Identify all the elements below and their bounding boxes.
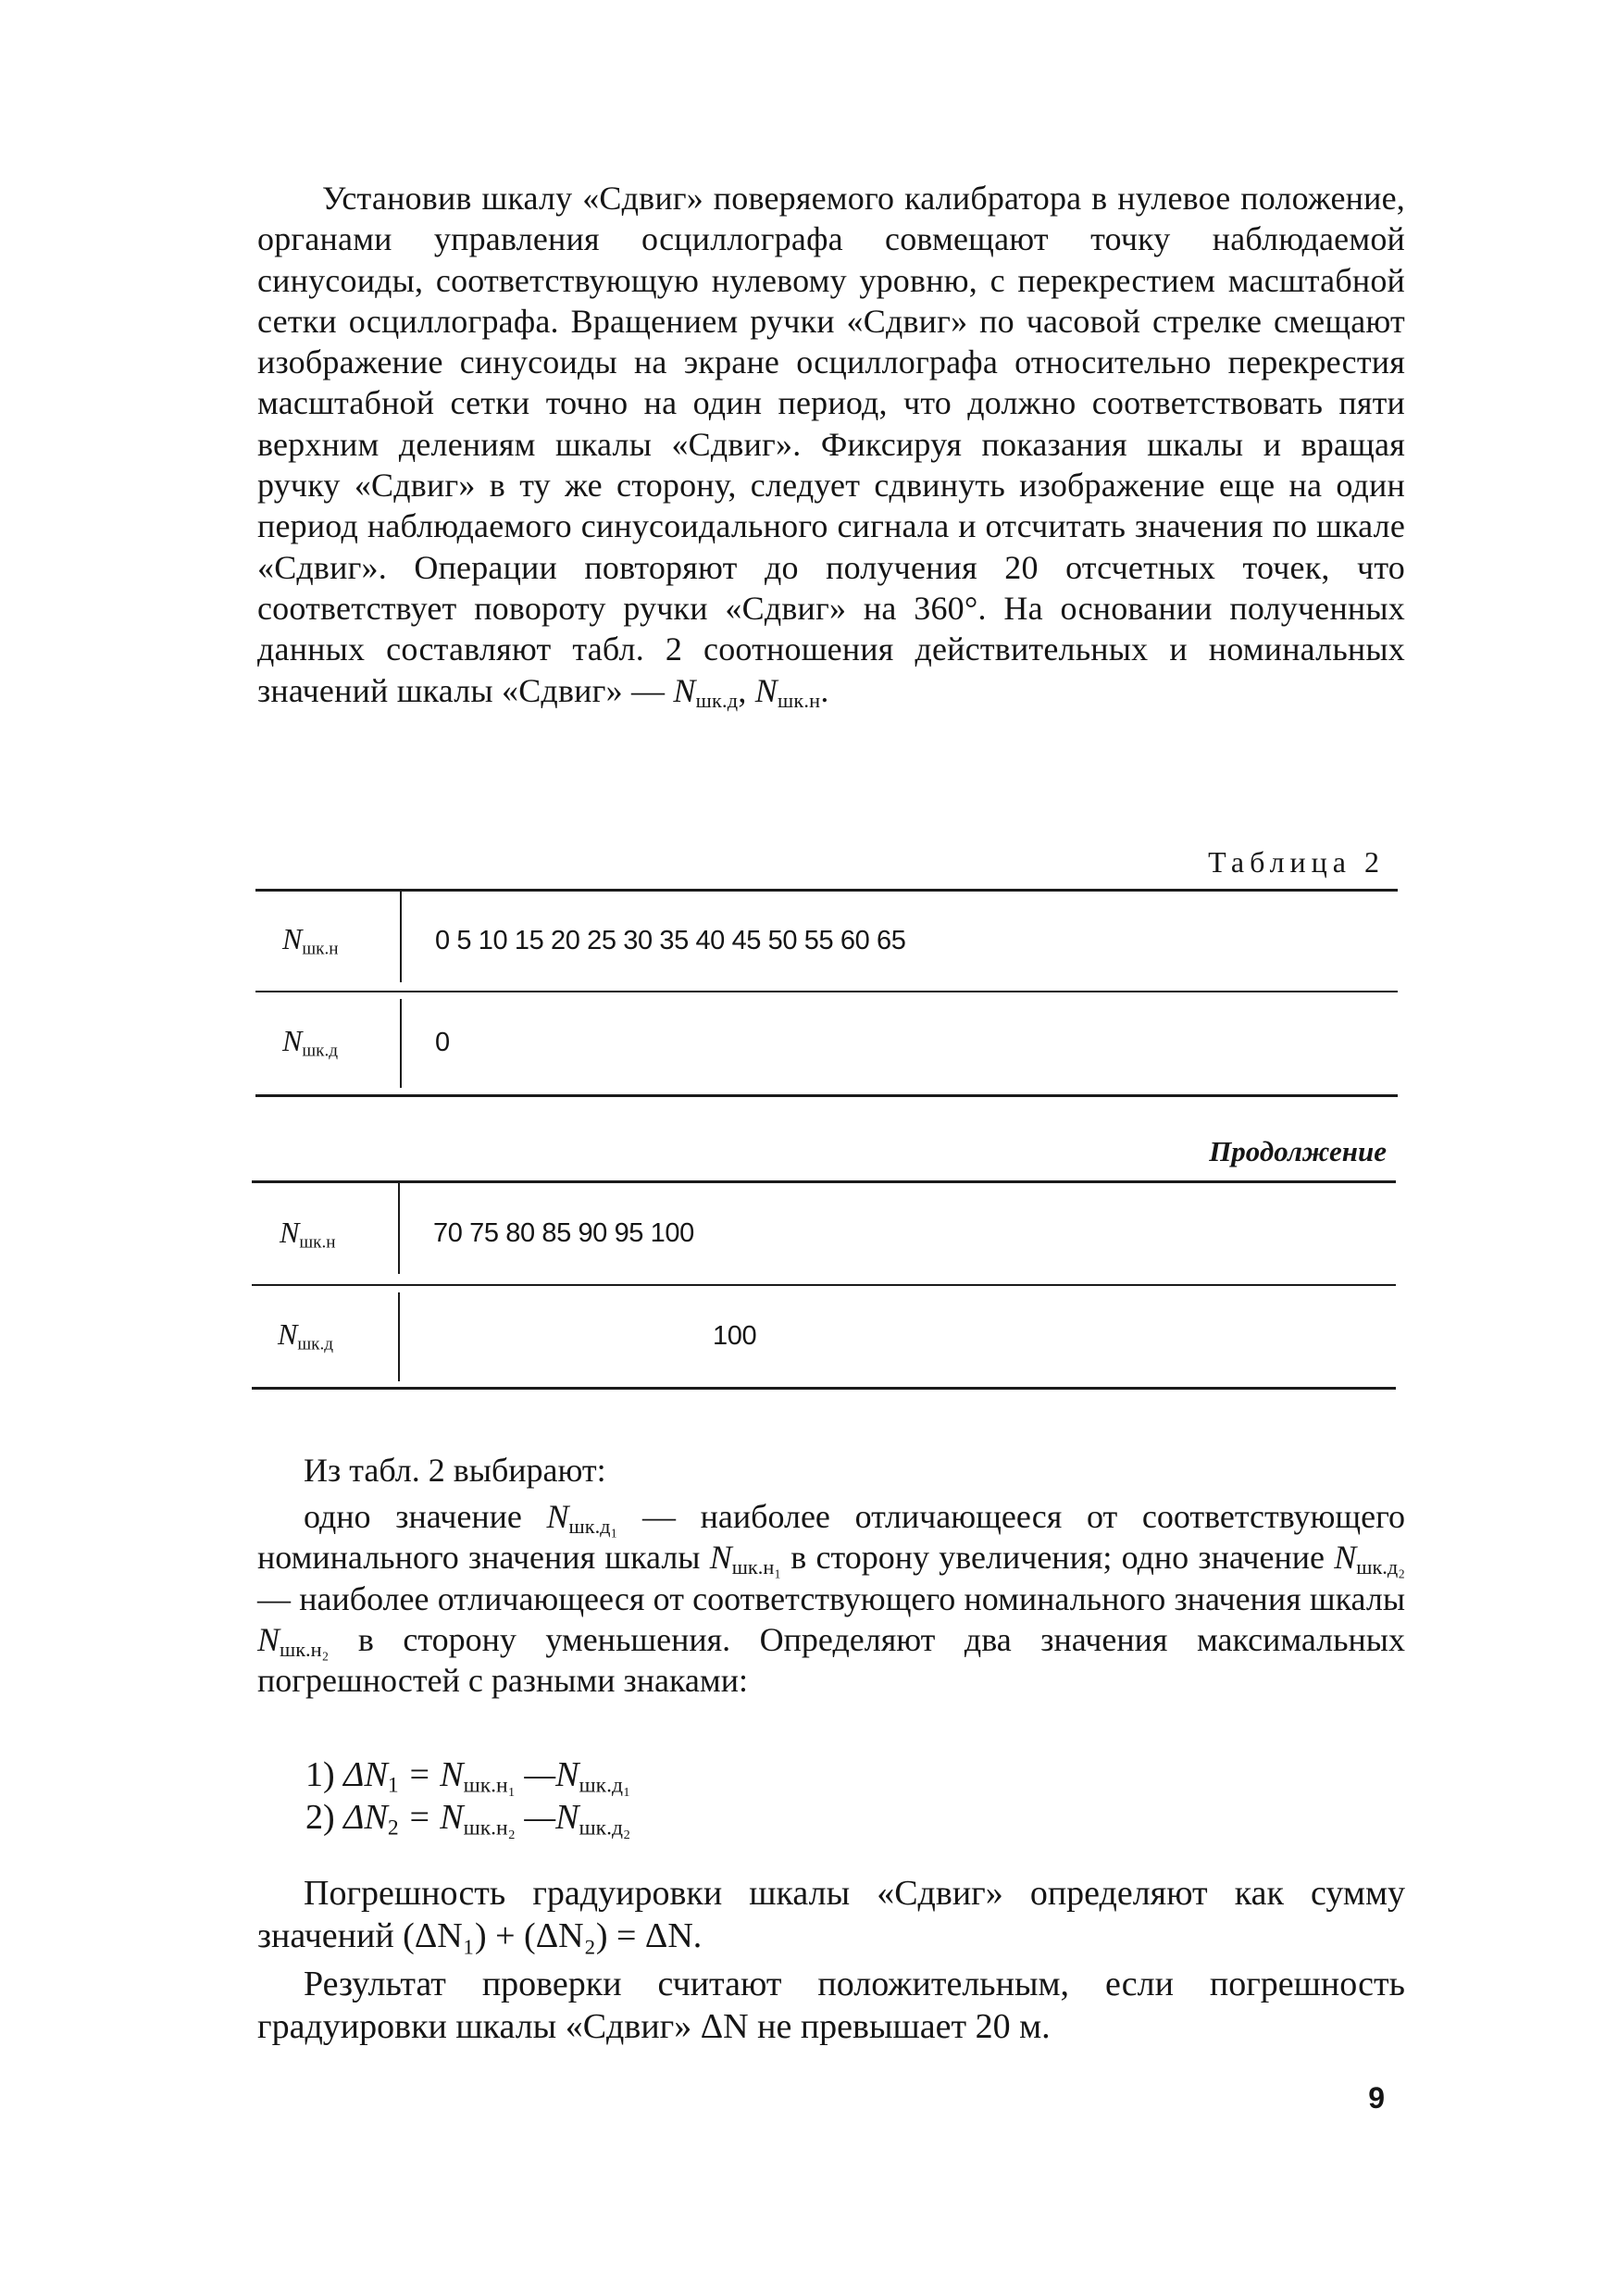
- minus-n: —N: [515, 1755, 579, 1794]
- delta-n: ΔN: [343, 1755, 388, 1794]
- symbol-n-n: N: [754, 671, 778, 709]
- table1-row1-values: 0 5 10 15 20 25 30 35 40 45 50 55 60 65: [435, 926, 906, 955]
- continuation-title: Продолжение: [1209, 1135, 1387, 1167]
- subscript-shk-d: шк.д: [695, 688, 739, 712]
- intro-paragraph: [257, 178, 1405, 711]
- symbol-n: N: [709, 1539, 732, 1577]
- label-n: N: [278, 1317, 298, 1351]
- table2-row2-label: [278, 1317, 333, 1352]
- separator: ,: [738, 671, 755, 709]
- page-number: 9: [1368, 2081, 1385, 2115]
- subscript: шк.д₂: [1356, 1555, 1405, 1579]
- subscript-shk-n: шк.н: [777, 688, 821, 712]
- table2-vertical-rule-top: [398, 1183, 400, 1274]
- equals-n: = N: [398, 1798, 464, 1837]
- intro-text: Установив шкалу «Сдвиг» поверяемого калибратора в нулевое положение, органами управления осциллографа совмещают точку наблюдаемой синусоиды, соответствующую нулевому уровню, с перекрестием масштабной сетки осциллографа. Вращением ручки «Сдвиг» по часовой стрелке смещают изображение синусоиды на экране осциллографа относительно перекрестия масштабной сетки точно на один период, что должно соответствовать пяти верхним делениям шкалы «Сдвиг». Фиксируя показания шкалы и вращая ручку «Сдвиг» в ту же сторону, следует сдвинуть изображение еще на один период наблюдаемого синусоидального сигнала и отсчитать значения по шкале «Сдвиг». Операции повторяют до получения 20 отсчетных точек, что соответствует повороту ручки «Сдвиг» на 360°. На основании полученных данных составляют табл. 2 соотношения действительных и номинальных значений шкалы «Сдвиг» —: [257, 180, 1405, 709]
- label-sub: шк.д: [302, 1041, 338, 1061]
- label-sub: шк.д: [297, 1334, 333, 1354]
- table1-top-rule: [255, 889, 1398, 892]
- symbol-n-d: N: [673, 671, 696, 709]
- symbol-n: N: [257, 1620, 280, 1658]
- table2-bottom-rule: [252, 1387, 1396, 1390]
- symbol-n: N: [546, 1498, 569, 1535]
- table2-top-rule: [252, 1180, 1396, 1183]
- subscript: 2: [387, 1816, 399, 1841]
- table1-vertical-rule-top: [400, 892, 402, 982]
- table2-mid-rule: [252, 1284, 1396, 1286]
- text-part: — наиболее отличающееся от соответствующего номинального значения шкалы: [257, 1579, 1405, 1617]
- table-title: Таблица 2: [1208, 845, 1385, 879]
- table2-vertical-rule-bottom: [398, 1292, 400, 1381]
- table1-row2-label: [282, 1024, 338, 1061]
- choose-line: Из табл. 2 выбирают:: [304, 1452, 606, 1489]
- subscript: шк.н₁: [463, 1773, 516, 1798]
- delta-n: ΔN: [343, 1798, 388, 1837]
- subscript: шк.н₂: [280, 1638, 330, 1662]
- text-part: одно значение: [304, 1498, 547, 1535]
- label-n: N: [282, 1024, 303, 1057]
- subscript: шк.н₂: [463, 1816, 516, 1841]
- table2-row2-values: 100: [713, 1321, 757, 1351]
- table1-row1-label: [282, 922, 339, 959]
- formula-number: 1): [305, 1755, 335, 1794]
- minus-n: —N: [515, 1798, 579, 1837]
- label-n: N: [280, 1216, 300, 1249]
- subscript: шк.д₂: [579, 1816, 631, 1841]
- table1-bottom-rule: [255, 1094, 1398, 1097]
- table1-vertical-rule-bottom: [400, 999, 402, 1088]
- intro-end: .: [820, 671, 829, 709]
- symbol-n: N: [1334, 1539, 1357, 1577]
- label-sub: шк.н: [302, 939, 339, 959]
- subscript: шк.д₁: [568, 1515, 618, 1539]
- label-sub: шк.н: [299, 1232, 336, 1253]
- error-sum-paragraph: Погрешность градуировки шкалы «Сдвиг» определяют как сумму значений (ΔN₁) + (ΔN₂) = ΔN.: [257, 1874, 1405, 1955]
- table1-mid-rule: [255, 991, 1398, 992]
- text-part: — наиболее отличающееся от соответствующего номинального значения шкалы: [257, 1498, 1406, 1577]
- formula-1: [305, 1754, 631, 1798]
- selection-paragraph: [257, 1496, 1405, 1701]
- subscript: шк.н₁: [731, 1555, 782, 1579]
- label-n: N: [282, 922, 303, 955]
- text-part: в сторону увеличения; одно значение: [781, 1539, 1335, 1577]
- table2-row1-label: [280, 1216, 336, 1253]
- equals-n: = N: [398, 1755, 464, 1794]
- formula-number: 2): [305, 1798, 335, 1837]
- text-part: в сторону уменьшения. Определяют два значения максимальных погрешностей с разными знаками:: [257, 1620, 1405, 1700]
- result-paragraph: Результат проверки считают положительным, если погрешность градуировки шкалы «Сдвиг» ΔN не превышает 20 м.: [257, 1965, 1405, 2046]
- table1-row2-values: 0: [435, 1028, 450, 1057]
- table2-row1-values: 70 75 80 85 90 95 100: [433, 1218, 694, 1248]
- subscript: шк.д₁: [579, 1773, 631, 1798]
- subscript: 1: [387, 1773, 399, 1798]
- formula-2: [305, 1797, 631, 1841]
